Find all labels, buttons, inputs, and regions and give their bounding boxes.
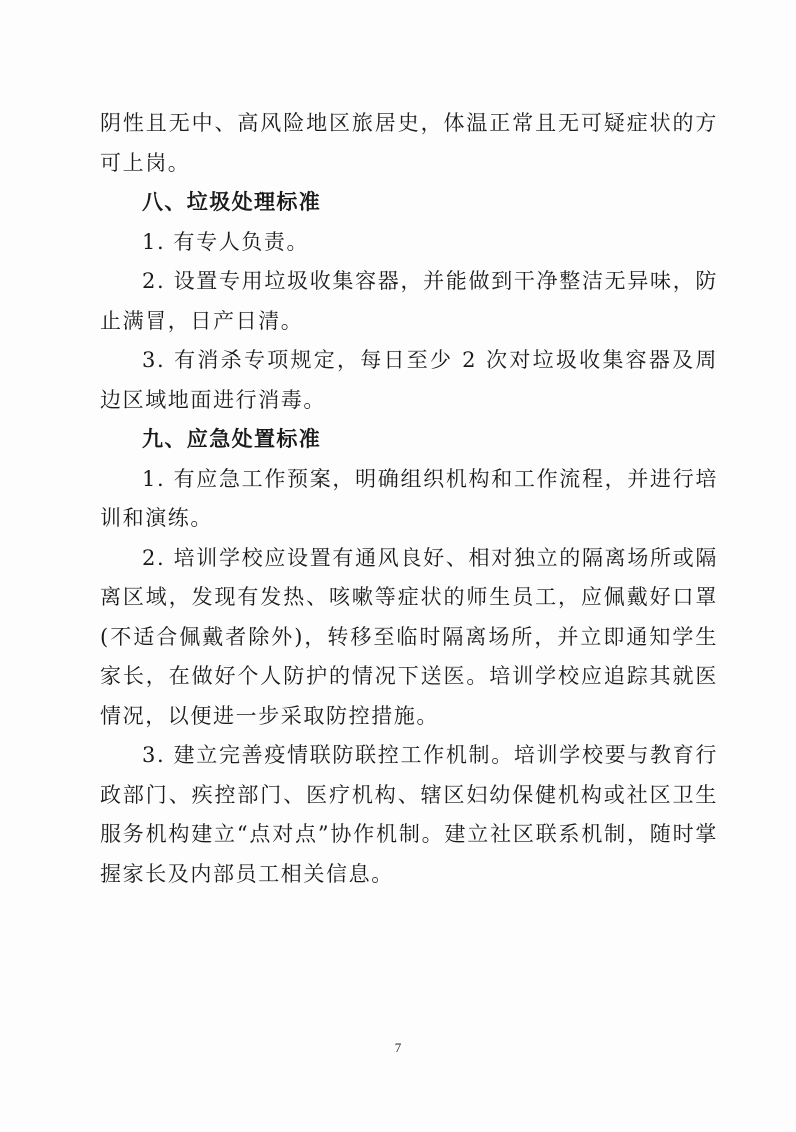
section-heading-garbage: 八、垃圾处理标准 [142, 190, 322, 214]
paragraph-emergency-2: 2. 培训学校应设置有通风良好、相对独立的隔离场所或隔离区域，发现有发热、咳嗽等症状的师生员工，应佩戴好口罩(不适合佩戴者除外)，转移至临时隔离场所，并立即通知学生家长，在做好个人防护的情况下送医。培训学校应追踪其就医情况，以便进一步采取防控措施。 [100, 545, 718, 728]
paragraph-garbage-2: 2. 设置专用垃圾收集容器，并能做到干净整洁无异味，防止满冒，日产日清。 [100, 269, 718, 333]
paragraph-emergency-3: 3. 建立完善疫情联防联控工作机制。培训学校要与教育行政部门、疾控部门、医疗机构、辖区妇幼保健机构或社区卫生服务机构建立“点对点”协作机制。建立社区联系机制，随时掌握家长及内部员工相关信息。 [100, 743, 718, 886]
document-body [100, 104, 718, 894]
paragraph-garbage-1: 1. 有专人负责。 [142, 229, 310, 254]
page-number: 7 [394, 1040, 402, 1055]
section-heading-emergency: 九、应急处置标准 [142, 427, 322, 451]
paragraph-continuation: 阴性且无中、高风险地区旅居史，体温正常且无可疑症状的方可上岗。 [100, 111, 718, 175]
paragraph-garbage-3: 3. 有消杀专项规定，每日至少 2 次对垃圾收集容器及周边区域地面进行消毒。 [100, 348, 718, 412]
paragraph-emergency-1: 1. 有应急工作预案，明确组织机构和工作流程，并进行培训和演练。 [100, 466, 718, 530]
